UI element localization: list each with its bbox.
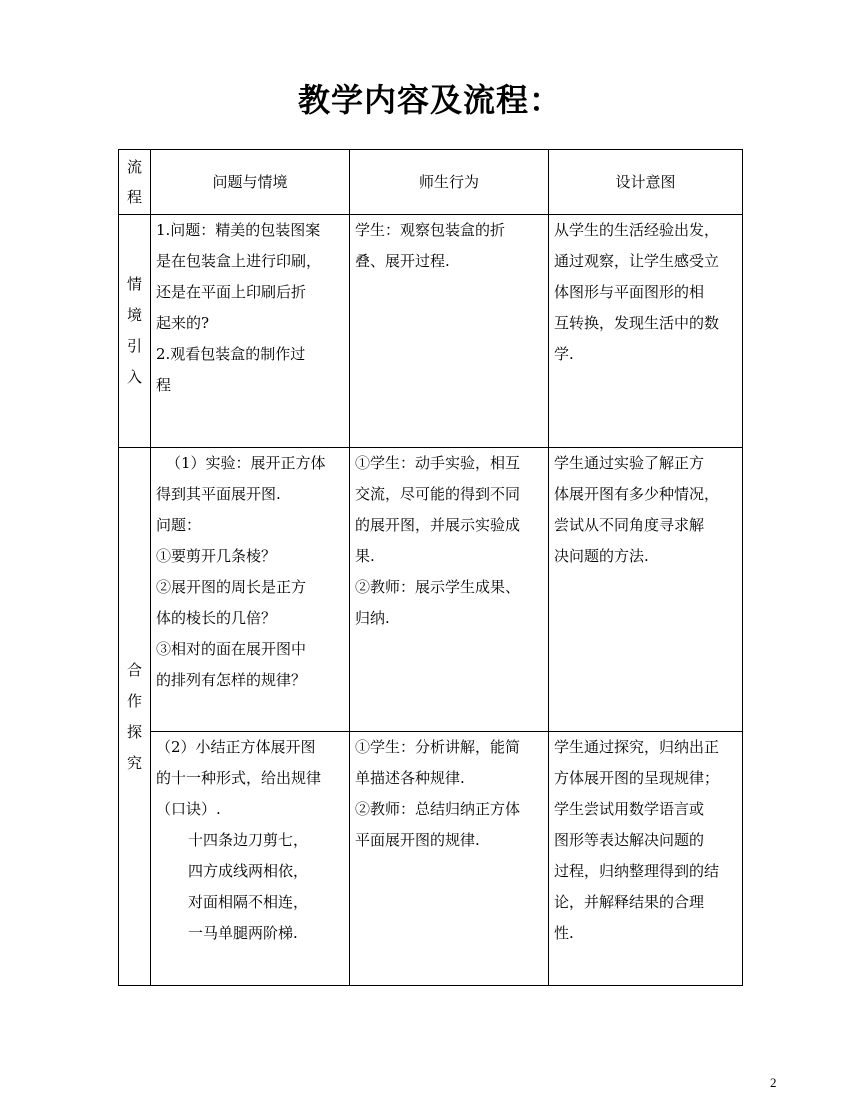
cell-line: 学生尝试用数学语言或 xyxy=(554,800,705,818)
cell-line: 的排列有怎样的规律？ xyxy=(156,671,307,689)
stage-char: 探 xyxy=(126,722,142,741)
cell-line: 的展开图，并展示实验成 xyxy=(355,516,521,534)
stage-char: 究 xyxy=(126,753,142,772)
header-intent: 设计意图 xyxy=(549,150,743,215)
cell-line: 学. xyxy=(554,345,574,363)
cell-line: 学生：观察包装盒的折 xyxy=(355,221,506,239)
cell-line: ①学生：动手实验，相互 xyxy=(355,454,521,472)
cell-line: ①学生：分析讲解，能简 xyxy=(355,738,521,756)
problem-cell xyxy=(151,732,350,986)
header-stage xyxy=(119,150,151,215)
stage-char: 入 xyxy=(126,368,142,386)
cell-line: 尝试从不同角度寻求解 xyxy=(554,516,705,534)
rhyme-line: 四方成线两相依， xyxy=(188,862,309,880)
cell-line: 性. xyxy=(554,924,574,942)
cell-line: 得到其平面展开图. xyxy=(156,485,281,503)
cell-line: 图形等表达解决问题的 xyxy=(554,831,705,849)
cell-line: ②展开图的周长是正方 xyxy=(156,578,307,596)
stage-introduction xyxy=(119,215,151,448)
cell-line: （1）实验：展开正方体 xyxy=(166,454,326,472)
cell-line: 2.观看包装盒的制作过 xyxy=(156,345,306,363)
header-stage-char: 流 xyxy=(126,158,142,176)
table-header-row xyxy=(119,150,743,215)
cell-line: 决问题的方法. xyxy=(554,547,649,565)
stage-char: 境 xyxy=(126,306,142,324)
cell-line: 问题： xyxy=(156,516,202,534)
cell-line: （2）小结正方体展开图 xyxy=(156,738,316,756)
stage-char: 作 xyxy=(126,691,142,710)
intent-cell xyxy=(549,448,743,732)
table-row-exploration-2 xyxy=(119,732,743,986)
stage-exploration xyxy=(119,448,151,986)
page-title: 教学内容及流程： xyxy=(297,81,562,119)
header-activity: 师生行为 xyxy=(350,150,549,215)
cell-line: 体的棱长的几倍？ xyxy=(156,609,277,627)
cell-line: 归纳. xyxy=(355,609,390,627)
rhyme-line: 一马单腿两阶梯. xyxy=(188,924,298,942)
intent-cell xyxy=(549,215,743,448)
cell-line: 方体展开图的呈现规律； xyxy=(554,769,720,787)
stage-char: 引 xyxy=(126,337,142,355)
cell-line: 通过观察，让学生感受立 xyxy=(554,252,720,270)
activity-cell xyxy=(350,215,549,448)
cell-line: 交流，尽可能的得到不同 xyxy=(355,485,521,503)
page-number: 2 xyxy=(770,1075,777,1090)
cell-line: 叠、展开过程. xyxy=(355,252,450,270)
cell-line: 学生通过实验了解正方 xyxy=(554,454,705,472)
table-row-introduction xyxy=(119,215,743,448)
cell-line: 平面展开图的规律. xyxy=(355,831,480,849)
intent-cell xyxy=(549,732,743,986)
cell-line: ③相对的面在展开图中 xyxy=(156,640,307,658)
cell-line: 还是在平面上印刷后折 xyxy=(156,283,307,301)
problem-cell xyxy=(151,448,350,732)
cell-line: （口诀）. xyxy=(156,800,221,818)
cell-line: 的十一种形式，给出规律 xyxy=(156,769,322,787)
cell-line: 论，并解释结果的合理 xyxy=(554,893,705,911)
cell-line: 是在包装盒上进行印刷， xyxy=(156,252,322,270)
lesson-flow-table xyxy=(118,149,743,986)
cell-line: 体图形与平面图形的相 xyxy=(554,283,705,301)
cell-line: ②教师：展示学生成果、 xyxy=(355,578,521,596)
stage-char: 合 xyxy=(126,660,142,679)
cell-line: 过程，归纳整理得到的结 xyxy=(554,862,720,880)
cell-line: 程 xyxy=(156,376,172,394)
cell-line: ①要剪开几条棱？ xyxy=(156,547,277,565)
table-row-exploration-1 xyxy=(119,448,743,732)
cell-line: 1.问题：精美的包装图案 xyxy=(156,221,321,239)
cell-line: ②教师：总结归纳正方体 xyxy=(355,800,521,818)
cell-line: 果. xyxy=(355,547,375,565)
rhyme-line: 十四条边刀剪七， xyxy=(188,831,309,849)
activity-cell xyxy=(350,732,549,986)
problem-cell xyxy=(151,215,350,448)
cell-line: 体展开图有多少种情况， xyxy=(554,485,720,503)
cell-line: 互转换，发现生活中的数 xyxy=(554,314,720,332)
rhyme-line: 对面相隔不相连， xyxy=(188,893,309,911)
activity-cell xyxy=(350,448,549,732)
cell-line: 从学生的生活经验出发， xyxy=(554,221,720,239)
cell-line: 起来的? xyxy=(156,314,210,332)
stage-char: 情 xyxy=(126,275,142,293)
cell-line: 学生通过探究，归纳出正 xyxy=(554,738,720,756)
header-stage-char: 程 xyxy=(126,188,142,206)
cell-line: 单描述各种规律. xyxy=(355,769,465,787)
header-problem: 问题与情境 xyxy=(151,150,350,215)
